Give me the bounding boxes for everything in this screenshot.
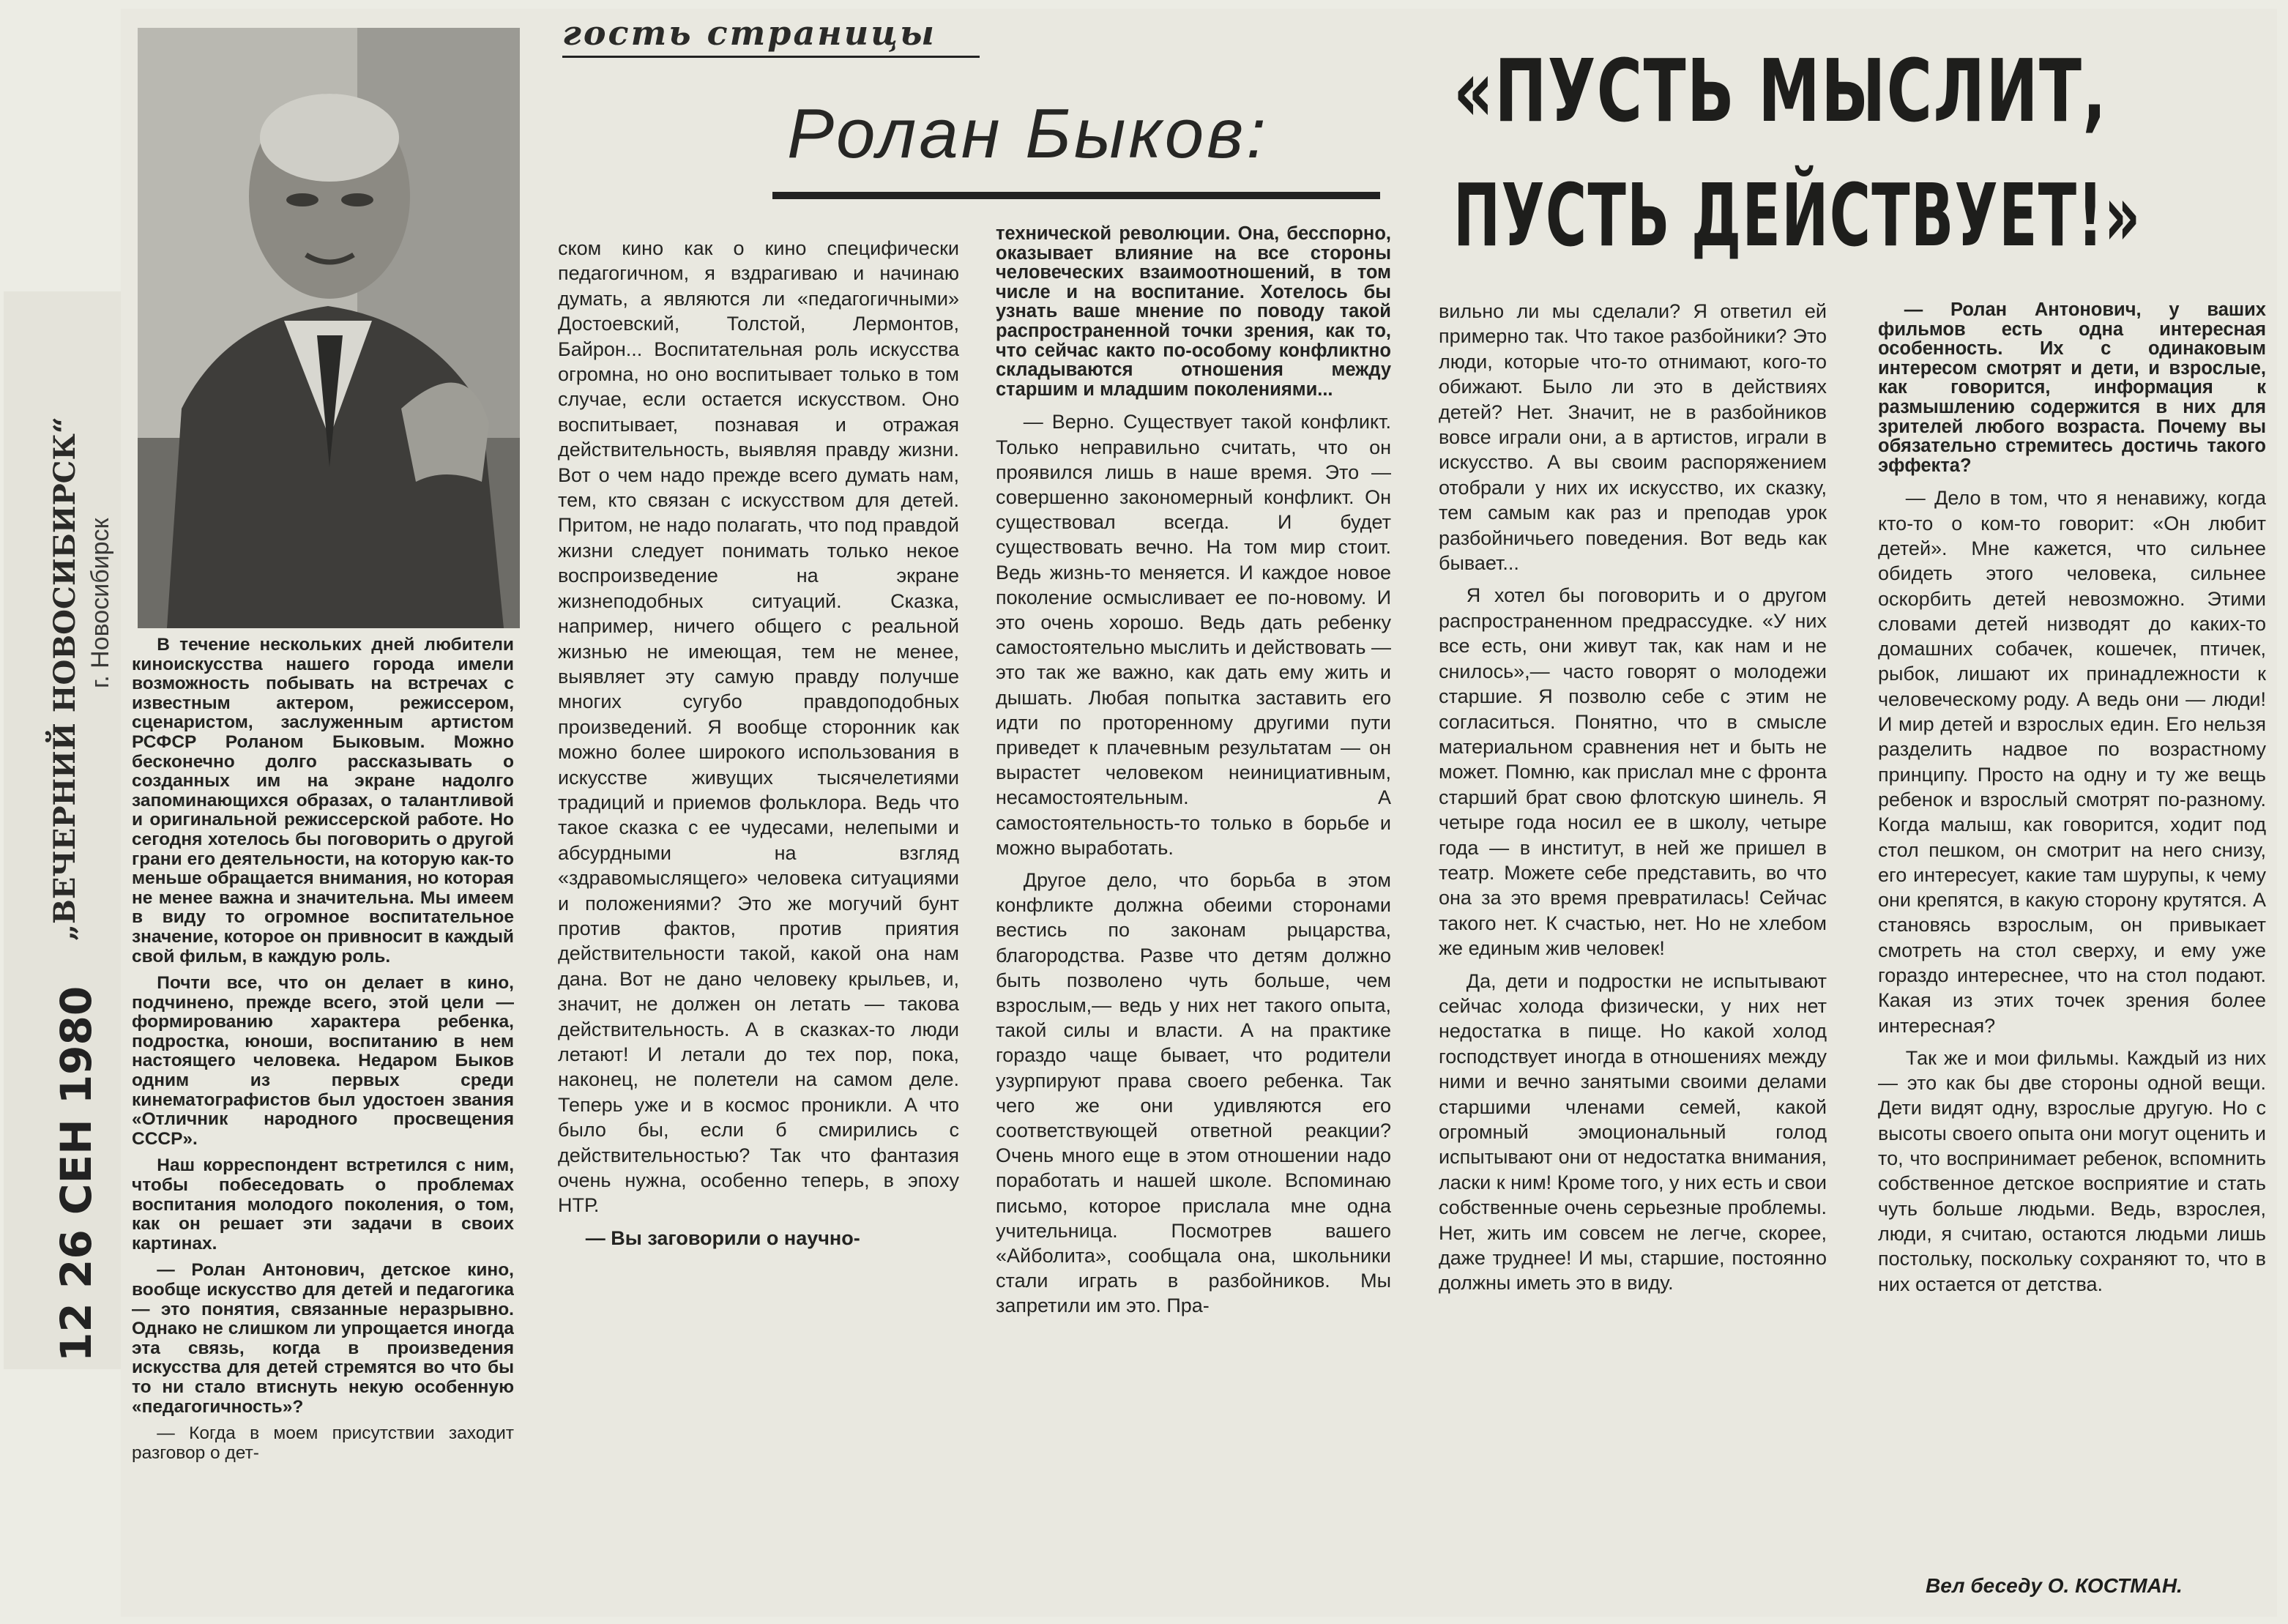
intro-paragraph: Почти все, что он делает в кино, подчинено, прежде всего, этой цели — формированию характера ребенка, подростка, юноши, воспитанию в нем настоящего человека. Недаром Быков одним из первых среди кинематографистов был удостоен звания «Отличник народного просвещения СССР».	[132, 973, 514, 1149]
body-paragraph: ском кино как о кино специфически педагогичном, я вздрагиваю и начинаю думать, а являются ли «педагогичными» Достоевский, Толстой, Лермонтов, Байрон... Воспитательная роль искусства огромна, но оно воспитывает только в том случае, если остается искусством. Оно воспитывает, познавая и отражая действительность, выявляя правду жизни. Вот о чем надо прежде всего думать нам, тем, кто связан с искусством для детей. Притом, не надо полагать, что под правдой жизни следует понимать только некое воспроизведение на экране жизнеподобных ситуаций. Сказка, например, ничего общего с реальной жизнью не имеющая, тем не менее, выявляет эту самую правду получше многих сугубо правдоподобных произведений. Я вообще сторонник как можно более широкого использования в искусстве живущих тысячелетиями традиций и приемов фольклора. Ведь что такое сказка с ее чудесами, нелепыми и абсурдными на взгляд «здравомыслящего» человека ситуациями и положениями? Это же могучий бунт против фактов, против приятия действительности такой, какой она нам дана. Вот не дано человеку крыльев, и, значит, не должен он летать — такова действительность. А в сказках-то люди летают! И летали до тех пор, пока, наконец, не полетели на самом деле. Теперь уже и в космос проникли. А что было бы, если б смирились с действительностью? Так что фантазия очень нужна, особенно теперь, в эпоху НТР.	[558, 237, 959, 1217]
body-paragraph: Так же и мои фильмы. Каждый из них — это как бы две стороны одной вещи. Дети видят одну, взрослые другую. Но с высоты своего опыта они могут оценить и то, что воспринимает ребенок, вспомнить собственное детское восприятие и стать чуть больше людьми. Ведь, взрослея, люди, я считаю, остаются людьми лишь постольку, поскольку сохраняют то, что в них остается от детства.	[1878, 1046, 2266, 1295]
body-paragraph: — Верно. Существует такой конфликт. Только неправильно считать, что он проявился лишь в наше время. Это — совершенно закономерный конфликт. Он существовал всегда. И будет существовать вечно. На том мир стоит. Ведь жизнь-то меняется. И каждое новое поколение осмысливает ее по-новому. И это очень хорошо. Ведь дать ребенку самостоятельно мыслить и действовать — это так же важно, как дать ему жить и дышать. Любая попытка заставить его идти по проторенному другими пути приведет к плачевным результатам — он вырастет человеком неинициативным, несамостоятельным. А самостоятельность-то только в борьбе и можно выработать.	[996, 411, 1391, 859]
intro-column	[132, 636, 514, 1618]
date-stamp-mark: 12	[51, 1303, 101, 1362]
question-paragraph: — Ролан Антонович, у ваших фильмов есть одна интересная особенность. Их с одинаковым интересом смотрят и дети, и взрослые, как говорится, информация к размышлению содержится в них для зрителей любого возраста. Почему вы обязательно стремитесь достичь такого эффекта?	[1878, 300, 2266, 476]
body-paragraph: — Дело в том, что я ненавижу, когда кто-то о ком-то говорит: «Он любит детей». Мне кажется, что сильнее обидеть этого человека, сильнее оскорбить детей невозможно. Этими словами детей низводят до каких-то домашних собачек, кошечек, птичек, рыбок, лишают их принадлежности к человеческому роду. А ведь они — люди! И мир детей и взрослых един. Его нельзя разделить надвое по возрастному принципу. Просто на одну и ту же вещь ребенок и взрослый смотрят по-разному. Когда малыш, как говорится, ходит под стол пешком, он смотрит на него снизу, его интересует, какие там шурупы, к чему они крепятся, в какую сторону крутятся. А становясь взрослым, он привыкает смотреть на стол сверху, и ему уже гораздо интереснее, что на стол подают. Какая из этих точек зрения более интересная?	[1878, 487, 2266, 1037]
body-column-5	[1878, 300, 2266, 1574]
body-column-4	[1439, 299, 1827, 1608]
portrait-photo	[138, 28, 520, 628]
interviewee-name: Ролан Быков:	[787, 94, 1269, 173]
body-paragraph: Да, дети и подростки не испытывают сейчас холода физически, у них нет недостатка в пище. Но какой холод господствует иногда в отношениях между ними и вечно занятыми своими делами старшими членами семей, какой огромный эмоциональный голод испытывают они от недостатка внимания, ласки к ним! Кроме того, у них есть и свои собственные очень серьезные проблемы. Нет, жить им совсем не легче, скорее, даже труднее! И мы, старшие, постоянно должны иметь это в виду.	[1439, 969, 1827, 1295]
portrait-illustration	[138, 28, 520, 628]
intro-paragraph: Наш корреспондент встретился с ним, чтобы побеседовать о проблемах воспитания молодого поколения, о том, как он решает эти задачи в своих картинах.	[132, 1155, 514, 1254]
intro-paragraph: В течение нескольких дней любители киноискусства нашего города имели возможность побывать на встречах с известным актером, режиссером, сценаристом, заслуженным артистом РСФСР Роланом Быковым. Можно бесконечно долго рассказывать о созданных им на экране надолго запоминающихся образах, о талантливой и оригинальной режиссерской работе. Но сегодня хотелось бы поговорить о другой грани его деятельности, на которую как-то меньше обращается внимания, но которая не менее важна и значительна. Мы имеем в виду то огромное воспитательное значение, которое он привносит в каждый свой фильм, в каждую роль.	[132, 636, 514, 966]
headline-line-2: ПУСТЬ ДЕЙСТВУЕТ!»	[1453, 165, 2142, 266]
date-stamp: 26 СЕН 1980	[51, 986, 101, 1289]
question-paragraph: — Ролан Антонович, детское кино, вообще искусство для детей и педагогика — это понятия, связанные неразрывно. Однако не слишком ли упрощается иногда эта связь, когда в произведения искусства для детей стремятся во что бы то ни стало втиснуть некую особенную «педагогичность»?	[132, 1260, 514, 1417]
body-column-2	[558, 236, 959, 1620]
body-paragraph: вильно ли мы сделали? Я ответил ей примерно так. Что такое разбойники? Это люди, которые что-то отнимают, кого-то обижают. Было ли это в действиях детей? Нет. Значит, не в разбойников вовсе играли они, а в артистов, играли в искусство. А вы своим распоряжением отобрали у них их искусство, их сказку, тем самым как раз и преподав урок разбойничьего поведения. Вот ведь как бывает...	[1439, 300, 1827, 575]
question-paragraph: — Вы заговорили о научно-	[585, 1226, 860, 1249]
newspaper-name-stamp: „ВЕЧЕРНИЙ НОВОСИБИРСК“	[48, 417, 82, 941]
answer-paragraph: — Когда в моем присутствии заходит разговор о дет-	[132, 1423, 514, 1463]
body-paragraph: Другое дело, что борьба в этом конфликте должна обеими сторонами вестись по законам рыцарства, благородства. Разве что детям должно быть позволено чуть больше, чем взрослым,— ведь у них нет такого опыта, такой силы и власти. А на практике гораздо чаще бывает, что родители узурпируют права своего ребенка. Так чего же они удивляются его соответствующей ответной реакции? Очень много еще в этом отношении надо поработать и нашей школе. Вспоминаю письмо, которое прислала мне одна учительница. Посмотрев вашего «Айболита», сообщала она, школьники стали играть в разбойников. Мы запретили им это. Пра-	[996, 869, 1391, 1317]
author-signature: Вел беседу О. КОСТМАН.	[1926, 1574, 2183, 1597]
rubric-label: гость страницы	[562, 13, 936, 53]
rubric-underline	[562, 56, 980, 58]
name-underline	[772, 192, 1380, 199]
body-column-3	[996, 224, 1391, 1620]
city-stamp: г. Новосибирск	[86, 518, 114, 688]
question-paragraph: технической революции. Она, бесспорно, оказывает влияние на все стороны человеческих взаимоотношений, в том числе и на воспитание. Хотелось бы узнать ваше мнение по поводу такой распространенной точки зрения, как то, что сейчас както по-особому конфликтно складываются отношения между старшим и младшим поколениями...	[996, 224, 1391, 400]
body-paragraph: Я хотел бы поговорить и о другом распространенном предрассудке. «У них все есть, они живут так, как нам и не снилось»,— часто говорят о молодежи старшие. Я позволю себе с этим не согласиться. Понятно, что в смысле материальном сравнения нет и быть не может. Помню, как прислал мне с фронта старший брат свою флотскую шинель. Я четыре года носил ее в школу, четыре года — в институт, в ней же пришел в театр. Можете себе представить, во что она за это время превратилась! Сейчас такого нет. К счастью, нет. Но не хлебом же единым жив человек!	[1439, 584, 1827, 960]
headline-line-1: «ПУСТЬ МЫСЛИТ,	[1453, 40, 2108, 141]
